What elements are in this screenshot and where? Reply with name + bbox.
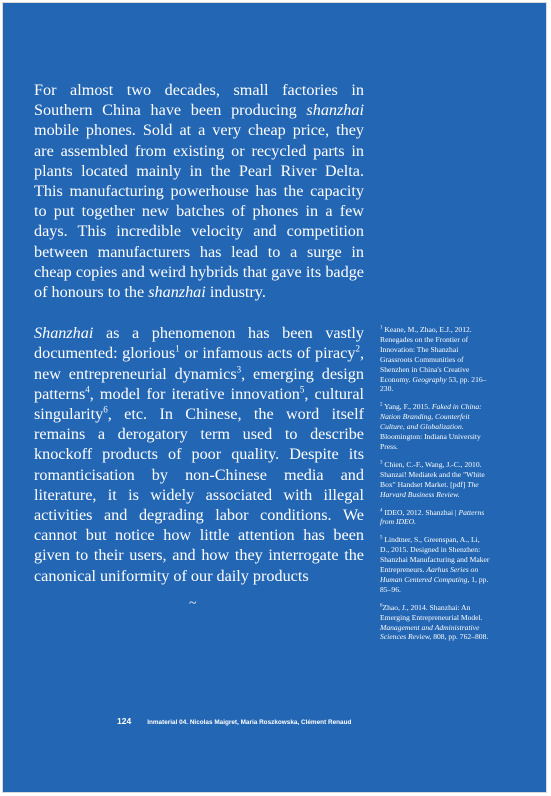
italic-term: shanzhai — [148, 283, 206, 302]
footnote-ref[interactable]: 2 — [355, 344, 360, 355]
footnote-italic: The Harvard Business Review. — [380, 479, 479, 499]
italic-term: Shanzhai — [34, 324, 94, 343]
footnote-text: Zhao, J., 2014. Shanzhai: An Emerging Entrepreneurial Model. — [380, 602, 483, 622]
footnote-italic: Faked in China: Nation Branding, Counterfeit Culture, and Globalization. — [380, 402, 482, 432]
footnote-italic: Geography — [412, 374, 447, 384]
footnote-tail: 53, pp. 216–230. — [380, 374, 487, 394]
text-run: or infamous acts of piracy — [179, 344, 356, 363]
footnote-2 — [380, 402, 490, 452]
footnote-ref[interactable]: 1 — [175, 344, 180, 355]
footer-credits: Inmaterial 04. Nicolas Maigret, Maria Roszkowska, Clément Renaud — [147, 719, 352, 726]
main-text — [34, 80, 364, 586]
footnote-text: Lindtner, S., Greenspan, A., Li, D., 2015. Designed in Shenzhen: Shanzhai Manufacturing and Maker Entrepreneurs. — [380, 535, 490, 575]
footnote-number: 1 — [380, 325, 383, 331]
text-run: , etc. In Chinese, the word itself remains a derogatory term used to describe knockoff products of poor quality. Despite its romanticisation by non-Chinese media and literature, it is widely associated with illegal activities and degrading labor conditions. We cannot but notice how little attention has been given to their users, and how they interrogate the canonical uniformity of our daily products — [34, 405, 364, 585]
section-tilde: ~ — [189, 596, 197, 611]
footnote-tail: Bloomington: Indiana University Press. — [380, 432, 481, 451]
italic-term: shanzhai — [306, 101, 364, 120]
footnote-italic: Management and Administrative Sciences Review, — [380, 622, 480, 642]
footnote-ref[interactable]: 5 — [299, 384, 305, 395]
footnote-text: Yang, F., 2015. — [382, 402, 432, 412]
page-number: 124 — [117, 716, 132, 726]
footnote-4 — [380, 508, 490, 528]
footnote-text: Chien, C.-F., Wang, J.-C., 2010. Shanzai! Mediatek and the "White Box" Handset Market. [pdf] — [380, 459, 485, 489]
footnote-tail: 808, pp. 762–808. — [431, 632, 489, 642]
paragraph-intro — [34, 80, 364, 302]
footnote-ref[interactable]: 3 — [236, 364, 242, 375]
text-run: , emerging design patterns — [34, 364, 364, 403]
text-run: , new entrepreneurial dynamics — [34, 344, 364, 383]
footnote-text: IDEO, 2012. Shanzhai | — [382, 507, 459, 517]
footnote-number: 6 — [380, 603, 383, 609]
footnote-1 — [380, 325, 490, 394]
page-footer — [117, 711, 351, 729]
text-run: , cultural singularity — [34, 384, 364, 424]
footnote-italic: Aarhus Series on Human Centered Computing, — [380, 565, 479, 584]
footnote-number: 4 — [380, 507, 383, 513]
footnote-number: 5 — [380, 535, 383, 541]
page-background — [3, 3, 546, 792]
footnote-text: Keane, M., Zhao, E.J., 2012. Renegades on the Frontier of Innovation: The Shanzhai Grassroots Communities of Shenzhen in China's Creative Economy. — [380, 325, 472, 384]
footnote-tail: 1, pp. 85–96. — [380, 574, 489, 594]
footnote-italic: Patterns from IDEO. — [380, 507, 485, 527]
text-run: as a phenomenon has been vastly documented: glorious — [34, 324, 364, 363]
footnotes-column — [380, 325, 490, 650]
paragraph-phenomenon — [34, 323, 364, 586]
text-run: , model for iterative innovation — [89, 384, 300, 403]
text-run: mobile phones. Sold at a very cheap price, they are assembled from existing or recycled parts in plants located mainly in the Pearl River Delta. This manufacturing powerhouse has the capacity to put together new batches of phones in a few days. This incredible velocity and competition between manufacturers has lead to a surge in cheap copies and weird hybrids that gave its badge of honours to the — [34, 121, 364, 302]
footnote-3 — [380, 460, 490, 500]
footnote-6 — [380, 603, 490, 643]
text-run: industry. — [205, 283, 266, 302]
footnote-5 — [380, 535, 490, 594]
footnote-number: 3 — [380, 460, 383, 466]
footnote-ref[interactable]: 6 — [103, 404, 108, 415]
text-run: For almost two decades, small factories in Southern China have been producing — [34, 81, 364, 120]
footnote-ref[interactable]: 4 — [85, 384, 90, 395]
footnote-number: 2 — [380, 402, 383, 408]
